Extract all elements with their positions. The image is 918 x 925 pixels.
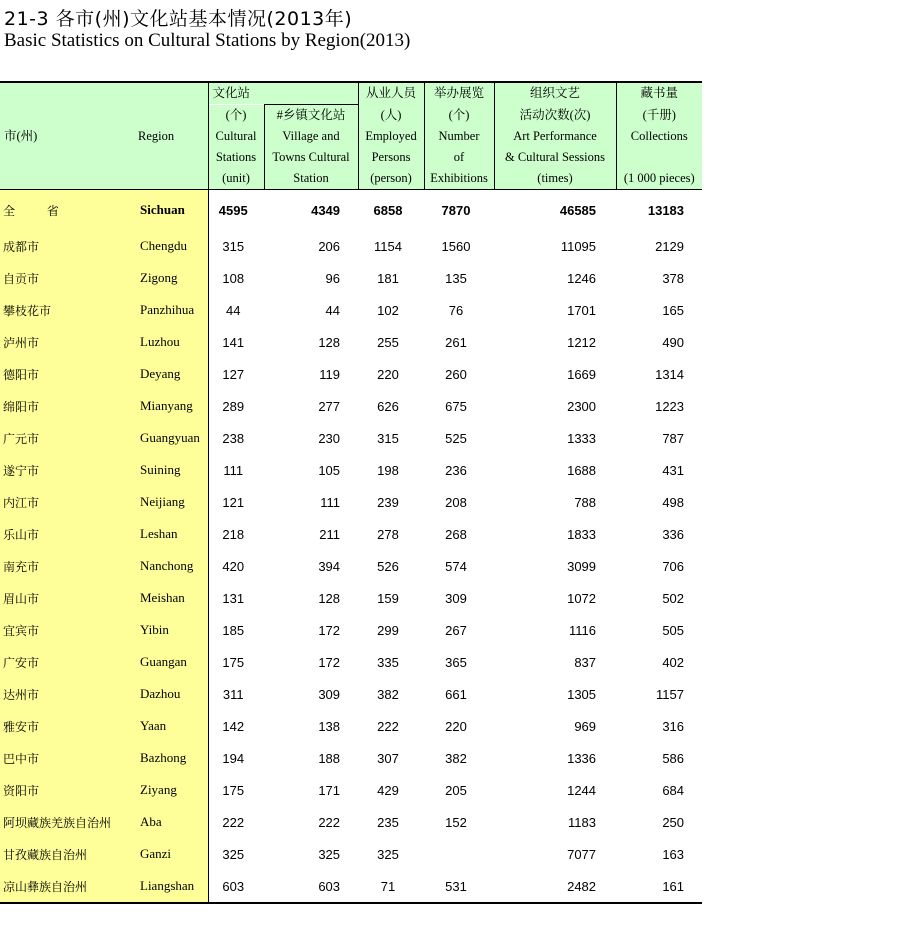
- row-stations: 142: [208, 710, 264, 742]
- row-exhibitions: [424, 838, 494, 870]
- table-row: [0, 486, 702, 518]
- row-village: 171: [318, 782, 341, 798]
- row-region: Luzhou: [134, 326, 208, 358]
- row-stations: 141: [208, 326, 264, 358]
- row-collections: 161: [616, 870, 702, 903]
- row-region: Suining: [134, 454, 208, 486]
- row-village: 105: [318, 462, 341, 478]
- row-stations: 420: [208, 550, 264, 582]
- header-stations-unit: (unit): [208, 168, 264, 190]
- row-region: Dazhou: [134, 678, 208, 710]
- row-city: 泸州市: [0, 326, 134, 358]
- table-row: [0, 774, 702, 806]
- header-sessions-en1: Art Performance: [494, 126, 616, 147]
- row-sessions: 46585: [559, 202, 597, 218]
- header-stations-unit-cn: (个): [208, 105, 264, 127]
- header-exhibitions-en1: Number: [424, 126, 494, 147]
- table-row: [0, 262, 702, 294]
- row-employed: 159: [377, 590, 399, 606]
- row-sessions: 1246: [567, 270, 597, 286]
- row-village: 277: [318, 398, 341, 414]
- row-city: 资阳市: [0, 774, 134, 806]
- header-employed-en1: Employed: [358, 126, 424, 147]
- header-village-en1: Village and: [264, 126, 358, 147]
- row-sessions: 1244: [567, 782, 597, 798]
- row-employed: 278: [377, 526, 399, 542]
- row-exhibitions: 7870: [441, 202, 471, 218]
- row-collections: 1314: [655, 366, 685, 382]
- row-region: Deyang: [134, 358, 208, 390]
- row-employed: 325: [377, 846, 399, 862]
- row-collections: 498: [662, 494, 685, 510]
- row-village: 222: [318, 814, 341, 830]
- header-stations-en1: Cultural: [208, 126, 264, 147]
- row-employed: 6858: [373, 202, 403, 218]
- table-row: [0, 422, 702, 454]
- row-employed: 102: [377, 302, 399, 318]
- table-row: [0, 646, 702, 678]
- row-stations: 238: [208, 422, 264, 454]
- row-stations: 218: [208, 518, 264, 550]
- row-region: Guangan: [134, 646, 208, 678]
- row-sessions: 1305: [567, 686, 597, 702]
- header-collections-unit: (1 000 pieces): [616, 168, 702, 190]
- row-village: 138: [318, 718, 341, 734]
- row-region: Liangshan: [134, 870, 208, 903]
- header-village-en3: Station: [264, 168, 358, 190]
- row-city: 广安市: [0, 646, 134, 678]
- row-exhibitions: 236: [445, 462, 467, 478]
- row-collections: 431: [662, 462, 685, 478]
- row-collections: 586: [662, 750, 685, 766]
- row-city: 遂宁市: [0, 454, 134, 486]
- row-employed: 220: [377, 366, 399, 382]
- table-body: [0, 190, 702, 904]
- row-village: 230: [318, 430, 341, 446]
- header-exhibitions-en3: Exhibitions: [424, 168, 494, 190]
- row-employed: 526: [377, 558, 399, 574]
- header-collections-cn: 藏书量: [616, 82, 702, 105]
- row-city: 凉山彝族自治州: [0, 870, 134, 903]
- row-exhibitions: 76: [448, 302, 464, 318]
- row-employed: 198: [377, 462, 399, 478]
- row-region: Neijiang: [134, 486, 208, 518]
- header-exhibitions-cn: 举办展览: [424, 82, 494, 105]
- row-city: 巴中市: [0, 742, 134, 774]
- table-row: [0, 230, 702, 262]
- row-collections: 13183: [647, 202, 685, 218]
- header-stations-en2: Stations: [208, 147, 264, 168]
- row-village: 4349: [311, 202, 341, 218]
- row-sessions: 837: [574, 654, 597, 670]
- row-collections: 316: [662, 718, 685, 734]
- header-village-en2: Towns Cultural: [264, 147, 358, 168]
- header-village-cn: #乡镇文化站: [264, 105, 358, 127]
- table-row: [0, 294, 702, 326]
- row-exhibitions: 531: [424, 870, 494, 903]
- table-row: [0, 838, 702, 870]
- row-collections: 1223: [655, 398, 685, 414]
- table-row: [0, 390, 702, 422]
- row-stations: 175: [208, 774, 264, 806]
- row-exhibitions: 261: [445, 334, 467, 350]
- row-employed: 181: [377, 270, 399, 286]
- row-exhibitions: 268: [445, 526, 467, 542]
- row-city: 南充市: [0, 550, 134, 582]
- row-employed: 255: [377, 334, 399, 350]
- row-city: 内江市: [0, 486, 134, 518]
- row-city: 乐山市: [0, 518, 134, 550]
- table-row: [0, 326, 702, 358]
- header-sessions-cn: 组织文艺: [494, 82, 616, 105]
- row-exhibitions: 661: [445, 686, 467, 702]
- row-city: 广元市: [0, 422, 134, 454]
- row-collections: 2129: [655, 238, 685, 254]
- row-employed: 382: [377, 686, 399, 702]
- row-village: 172: [318, 622, 341, 638]
- row-stations: 185: [208, 614, 264, 646]
- row-exhibitions: 525: [445, 430, 467, 446]
- row-employed: 307: [377, 750, 399, 766]
- row-region: Nanchong: [134, 550, 208, 582]
- row-stations: 111: [208, 454, 264, 486]
- table-row: [0, 454, 702, 486]
- row-exhibitions: 382: [445, 750, 467, 766]
- row-stations: 222: [208, 806, 264, 838]
- table-row: [0, 678, 702, 710]
- row-collections: 378: [662, 270, 685, 286]
- row-city: 攀枝花市: [0, 294, 134, 326]
- row-region: Mianyang: [134, 390, 208, 422]
- row-region: Meishan: [134, 582, 208, 614]
- row-stations: 127: [208, 358, 264, 390]
- row-collections: 505: [662, 622, 685, 638]
- row-village: 128: [318, 590, 341, 606]
- page-title-chinese: 21-3 各市(州)文化站基本情况(2013年): [4, 8, 353, 30]
- row-collections: 706: [662, 558, 685, 574]
- row-collections: 490: [662, 334, 685, 350]
- table-header: [0, 82, 702, 190]
- row-stations: 121: [208, 486, 264, 518]
- row-region: Ziyang: [134, 774, 208, 806]
- row-exhibitions: 208: [445, 494, 467, 510]
- row-city: 全 省: [0, 190, 134, 231]
- table-row: [0, 518, 702, 550]
- row-village: 325: [318, 846, 341, 862]
- row-region: Panzhihua: [134, 294, 208, 326]
- statistics-table: [0, 81, 702, 904]
- row-sessions: 1183: [568, 814, 597, 830]
- row-exhibitions: 135: [445, 270, 467, 286]
- row-sessions: 788: [574, 494, 597, 510]
- header-collections-en1: Collections: [616, 126, 702, 147]
- row-exhibitions: 574: [445, 558, 467, 574]
- table-row: [0, 614, 702, 646]
- row-village: 119: [319, 366, 341, 382]
- row-village: 44: [325, 302, 341, 318]
- row-village: 603: [264, 870, 358, 903]
- row-employed: 315: [377, 430, 399, 446]
- row-stations: 4595: [208, 190, 264, 231]
- row-sessions: 1116: [569, 622, 597, 638]
- header-employed-cn: 从业人员: [358, 82, 424, 105]
- row-employed: 71: [358, 870, 424, 903]
- table-row: [0, 742, 702, 774]
- row-collections: 402: [662, 654, 685, 670]
- row-village: 96: [325, 270, 341, 286]
- header-sessions-unit: (times): [494, 168, 616, 190]
- row-region: Sichuan: [134, 190, 208, 231]
- row-exhibitions: 675: [445, 398, 467, 414]
- row-stations: 325: [208, 838, 264, 870]
- row-stations: 44: [208, 294, 264, 326]
- row-collections: 502: [662, 590, 685, 606]
- row-employed: 235: [377, 814, 399, 830]
- row-region: Leshan: [134, 518, 208, 550]
- header-employed-unit: (person): [358, 168, 424, 190]
- row-sessions: 1833: [567, 526, 597, 542]
- row-region: Yibin: [134, 614, 208, 646]
- row-exhibitions: 267: [445, 622, 467, 638]
- row-employed: 1154: [374, 238, 402, 254]
- row-collections: 684: [662, 782, 685, 798]
- table-row: [0, 806, 702, 838]
- row-sessions: 1333: [567, 430, 597, 446]
- row-employed: 239: [377, 494, 399, 510]
- header-collections-unit-cn: (千册): [616, 105, 702, 127]
- row-collections: 1157: [656, 686, 685, 702]
- row-stations: 175: [208, 646, 264, 678]
- row-village: 394: [318, 558, 341, 574]
- row-city: 德阳市: [0, 358, 134, 390]
- header-city: 市(州): [0, 126, 134, 147]
- row-stations: 603: [208, 870, 264, 903]
- header-stations-cn: 文化站: [208, 82, 358, 105]
- row-village: 172: [318, 654, 341, 670]
- row-stations: 311: [208, 678, 264, 710]
- row-city: 雅安市: [0, 710, 134, 742]
- row-sessions: 2482: [494, 870, 616, 903]
- table-row: [0, 550, 702, 582]
- row-exhibitions: 1560: [441, 238, 471, 254]
- row-city: 眉山市: [0, 582, 134, 614]
- row-region: Guangyuan: [134, 422, 208, 454]
- header-employed-en2: Persons: [358, 147, 424, 168]
- row-region: Zigong: [134, 262, 208, 294]
- table-row: [0, 582, 702, 614]
- row-village: 206: [318, 238, 341, 254]
- table-row: [0, 870, 702, 903]
- row-exhibitions: 260: [445, 366, 467, 382]
- header-employed-unit-cn: (人): [358, 105, 424, 127]
- row-stations: 131: [208, 582, 264, 614]
- row-exhibitions: 205: [445, 782, 467, 798]
- row-city: 阿坝藏族羌族自治州: [0, 806, 134, 838]
- row-employed: 429: [377, 782, 399, 798]
- row-exhibitions: 365: [445, 654, 467, 670]
- row-city: 宜宾市: [0, 614, 134, 646]
- page-title-english: Basic Statistics on Cultural Stations by Region(2013): [4, 30, 411, 51]
- row-region: Yaan: [134, 710, 208, 742]
- row-region: Aba: [134, 806, 208, 838]
- row-village: 128: [318, 334, 341, 350]
- row-stations: 289: [208, 390, 264, 422]
- row-exhibitions: 152: [445, 814, 467, 830]
- row-collections: 787: [662, 430, 685, 446]
- row-collections: 163: [662, 846, 685, 862]
- row-employed: 626: [377, 398, 399, 414]
- row-sessions: 1072: [567, 590, 597, 606]
- row-sessions: 2300: [567, 398, 597, 414]
- header-exhibitions-en2: of: [424, 147, 494, 168]
- row-city: 达州市: [0, 678, 134, 710]
- row-sessions: 11095: [560, 238, 597, 254]
- header-region: Region: [134, 126, 208, 147]
- row-stations: 194: [208, 742, 264, 774]
- row-sessions: 1669: [567, 366, 597, 382]
- row-sessions: 969: [574, 718, 597, 734]
- row-sessions: 1701: [567, 302, 597, 318]
- row-city: 绵阳市: [0, 390, 134, 422]
- row-sessions: 7077: [567, 846, 597, 862]
- row-region: Chengdu: [134, 230, 208, 262]
- row-exhibitions: 309: [445, 590, 467, 606]
- header-collections-en2: [616, 147, 702, 168]
- row-village: 111: [320, 494, 341, 510]
- table-row: [0, 358, 702, 390]
- row-sessions: 1336: [567, 750, 597, 766]
- row-city: 成都市: [0, 230, 134, 262]
- header-sessions-en2: & Cultural Sessions: [494, 147, 616, 168]
- table-row: [0, 710, 702, 742]
- row-city: 自贡市: [0, 262, 134, 294]
- row-village: 211: [319, 526, 341, 542]
- row-employed: 299: [377, 622, 399, 638]
- row-collections: 165: [662, 302, 685, 318]
- row-village: 188: [318, 750, 341, 766]
- row-stations: 315: [208, 230, 264, 262]
- header-sessions-unit-cn: 活动次数(次): [494, 105, 616, 127]
- row-collections: 336: [662, 526, 685, 542]
- header-exhibitions-unit-cn: (个): [424, 105, 494, 127]
- row-village: 309: [318, 686, 341, 702]
- row-employed: 335: [377, 654, 399, 670]
- row-employed: 222: [377, 718, 399, 734]
- row-sessions: 1212: [567, 334, 597, 350]
- row-city: 甘孜藏族自治州: [0, 838, 134, 870]
- row-sessions: 3099: [567, 558, 597, 574]
- row-region: Ganzi: [134, 838, 208, 870]
- row-collections: 250: [662, 814, 685, 830]
- row-sessions: 1688: [567, 462, 597, 478]
- row-region: Bazhong: [134, 742, 208, 774]
- row-stations: 108: [208, 262, 264, 294]
- row-exhibitions: 220: [445, 718, 467, 734]
- table-row-total: [0, 190, 702, 231]
